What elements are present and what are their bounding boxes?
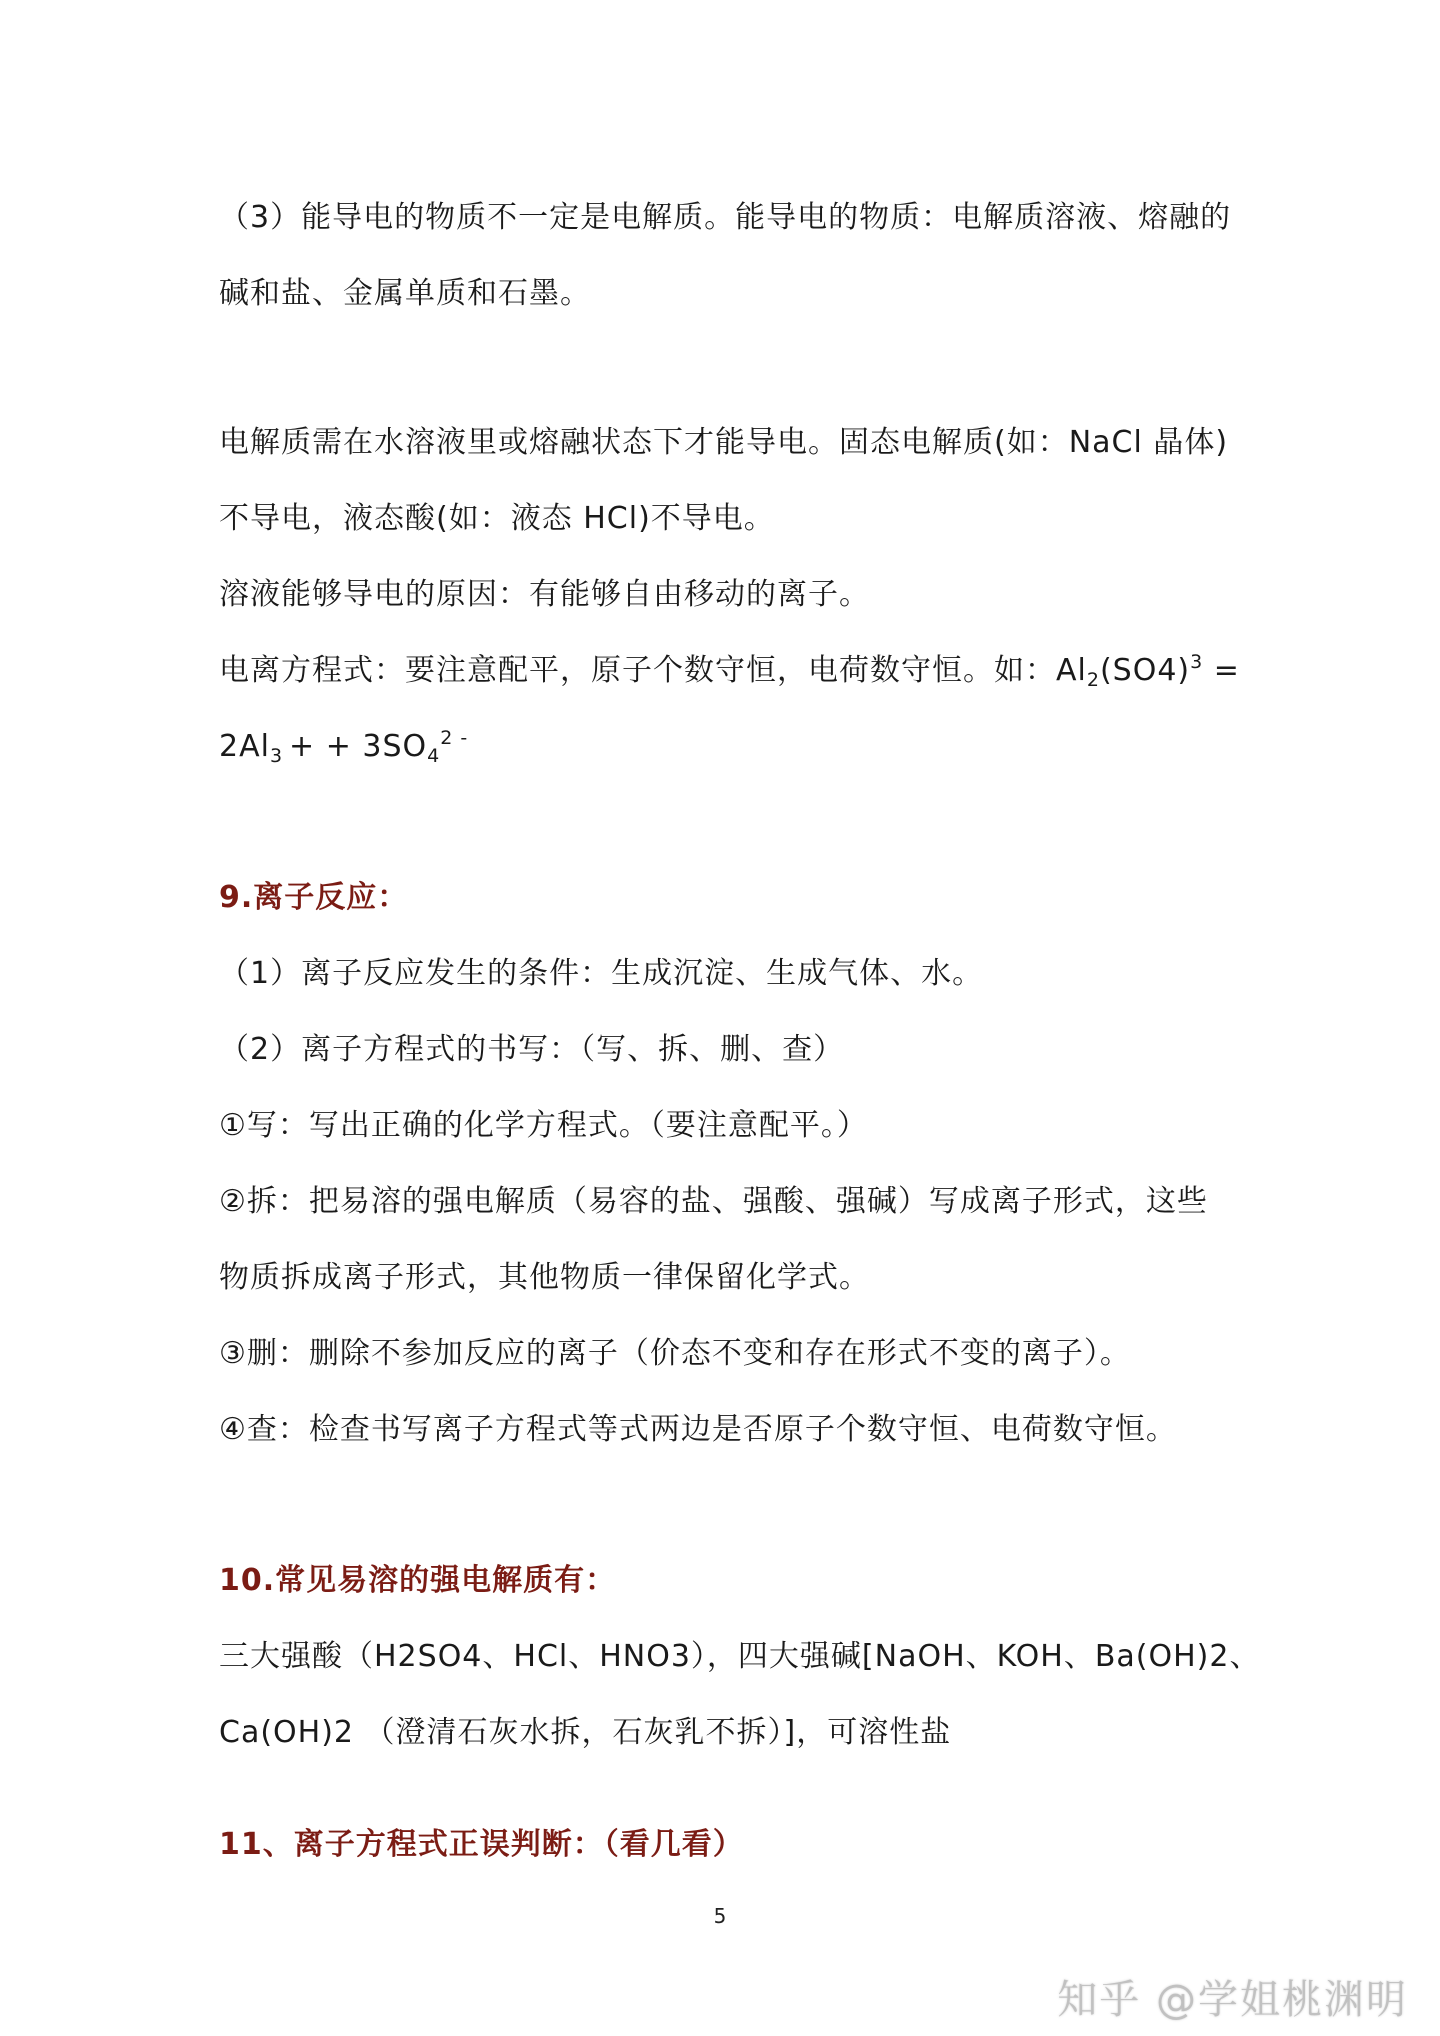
page-number: 5 — [713, 1904, 727, 1928]
ionization-text: 电离方程式：要注意配平，原子个数守恒，电荷数守恒。如：Al — [219, 653, 1087, 688]
paragraph-conductive-substances-line1: （3）能导电的物质不一定是电解质。能导电的物质：电解质溶液、熔融的 — [219, 200, 1232, 235]
section-9-step-check: ④查：检查书写离子方程式等式两边是否原子个数守恒、电荷数守恒。 — [219, 1412, 1177, 1447]
section-10-line1: 三大强酸（H2SO4、HCl、HNO3），四大强碱[NaOH、KOH、Ba(OH)2、 — [219, 1639, 1261, 1674]
section-11-heading: 11、离子方程式正误判断：（看几看） — [219, 1827, 744, 1862]
ionization-equation-line2 — [219, 727, 468, 767]
watermark: 知乎 @学姐桃渊明 — [1057, 1977, 1408, 2023]
superscript: 3 — [1190, 651, 1204, 673]
section-9-heading: 9.离子反应： — [219, 880, 409, 915]
section-10-line2: Ca(OH)2 （澄清石灰水拆，石灰乳不拆）]，可溶性盐 — [219, 1715, 952, 1750]
section-9-step-delete: ③删：删除不参加反应的离子（价态不变和存在形式不变的离子）。 — [219, 1336, 1131, 1371]
ionization-text: = — [1203, 653, 1240, 688]
superscript: 2 - — [440, 727, 469, 749]
section-9-item2: （2）离子方程式的书写：（写、拆、删、查） — [219, 1032, 845, 1067]
subscript: 3 — [269, 745, 284, 767]
section-10-heading: 10.常见易溶的强电解质有： — [219, 1563, 617, 1598]
section-9-item1: （1）离子反应发生的条件：生成沉淀、生成气体、水。 — [219, 956, 984, 991]
paragraph-electrolyte-line2: 不导电，液态酸(如：液态 HCl)不导电。 — [219, 501, 775, 536]
subscript: 2 — [1086, 669, 1100, 691]
section-9-step-split-line2: 物质拆成离子形式，其他物质一律保留化学式。 — [219, 1260, 870, 1295]
paragraph-electrolyte-line1: 电解质需在水溶液里或熔融状态下才能导电。固态电解质(如：NaCl 晶体) — [219, 425, 1229, 460]
ionization-text: + + 3SO — [289, 729, 428, 764]
subscript: 4 — [427, 745, 441, 767]
ionization-text: 2Al — [219, 729, 270, 764]
ionization-text: (SO4) — [1099, 653, 1191, 688]
section-9-step-split-line1: ②拆：把易溶的强电解质（易容的盐、强酸、强碱）写成离子形式，这些 — [219, 1184, 1208, 1219]
paragraph-conductivity-reason: 溶液能够导电的原因：有能够自由移动的离子。 — [219, 577, 870, 612]
section-9-step-write: ①写：写出正确的化学方程式。（要注意配平。） — [219, 1108, 868, 1143]
ionization-equation-line1 — [219, 651, 1240, 691]
paragraph-conductive-substances-line2: 碱和盐、金属单质和石墨。 — [219, 276, 591, 311]
